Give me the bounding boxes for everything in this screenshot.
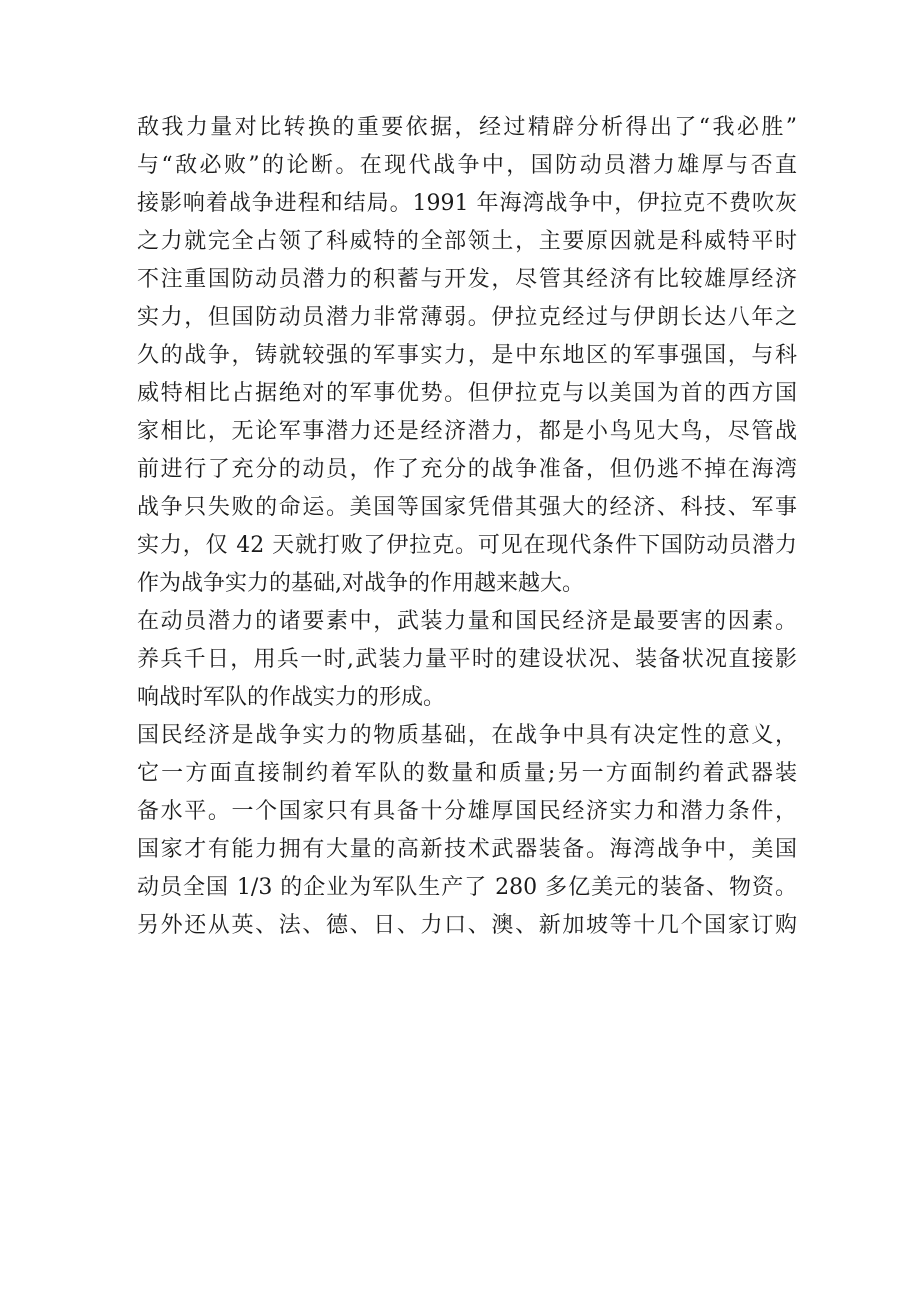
paragraph-line: 作为战争实力的基础,对战争的作用越来越大。	[137, 571, 584, 596]
paragraph-line: 备水平。一个国家只有具备十分雄厚国民经济实力和潜力条件，	[137, 799, 797, 824]
paragraph-2	[137, 603, 797, 717]
paragraph-1	[137, 109, 797, 603]
paragraph-line: 前进行了充分的动员，作了充分的战争准备，但仍逃不掉在海湾	[137, 457, 797, 482]
paragraph-line: 在动员潜力的诸要素中，武装力量和国民经济是最要害的因素。	[137, 609, 797, 634]
paragraph-line: 养兵千日，用兵一时,武装力量平时的建设状况、装备状况直接影	[137, 647, 797, 672]
paragraph-line: 国家才有能力拥有大量的高新技术武器装备。海湾战争中，美国	[137, 837, 797, 862]
paragraph-3	[137, 717, 797, 945]
paragraph-line: 实力，但国防动员潜力非常薄弱。伊拉克经过与伊朗长达八年之	[137, 305, 797, 330]
paragraph-line: 动员全国 1/3 的企业为军队生产了 280 多亿美元的装备、物资。	[137, 875, 797, 900]
paragraph-line: 不注重国防动员潜力的积蓄与开发，尽管其经济有比较雄厚经济	[137, 267, 797, 292]
paragraph-line: 之力就完全占领了科威特的全部领土，主要原因就是科威特平时	[137, 229, 797, 254]
paragraph-line: 家相比，无论军事潜力还是经济潜力，都是小鸟见大鸟，尽管战	[137, 419, 797, 444]
paragraph-line: 另外还从英、法、德、日、力口、澳、新加坡等十几个国家订购	[137, 913, 797, 938]
paragraph-line: 响战时军队的作战实力的形成。	[137, 685, 446, 710]
document-body	[137, 109, 797, 945]
paragraph-line: 威特相比占据绝对的军事优势。但伊拉克与以美国为首的西方国	[137, 381, 797, 406]
paragraph-line: 接影响着战争进程和结局。1991 年海湾战争中，伊拉克不费吹灰	[137, 191, 797, 216]
paragraph-line: 战争只失败的命运。美国等国家凭借其强大的经济、科技、军事	[137, 495, 797, 520]
paragraph-line: 国民经济是战争实力的物质基础，在战争中具有决定性的意义，	[137, 723, 797, 748]
paragraph-line: 它一方面直接制约着军队的数量和质量;另一方面制约着武器装	[137, 761, 797, 786]
paragraph-line: 实力，仅 42 天就打败了伊拉克。可见在现代条件下国防动员潜力	[137, 533, 797, 558]
paragraph-line: 与“敌必败”的论断。在现代战争中，国防动员潜力雄厚与否直	[137, 153, 797, 178]
paragraph-line: 敌我力量对比转换的重要依据，经过精辟分析得出了“我必胜”	[137, 115, 797, 140]
paragraph-line: 久的战争，铸就较强的军事实力，是中东地区的军事强国，与科	[137, 343, 797, 368]
